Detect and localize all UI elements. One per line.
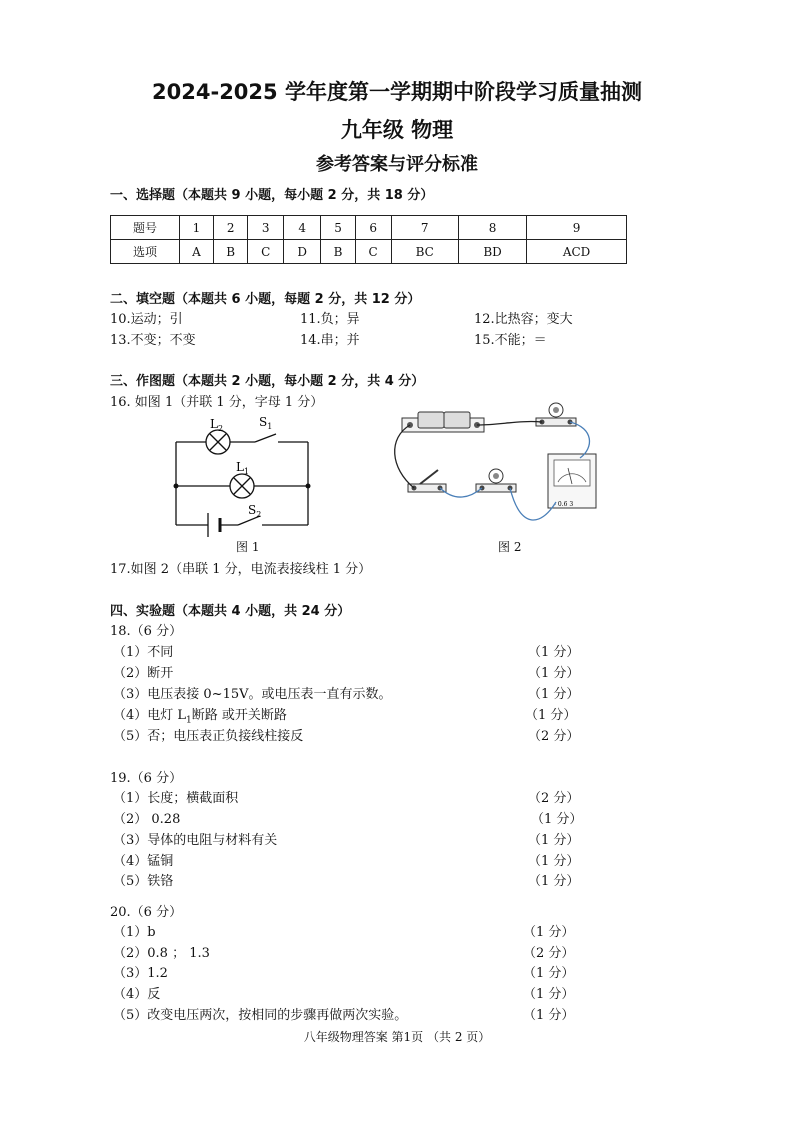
q20-score-4: （1 分） — [523, 987, 575, 1002]
q19-score-5: （1 分） — [528, 874, 580, 889]
page-footer: 八年级物理答案 第1页 （共 2 页） — [303, 1030, 491, 1044]
q18-item-5: （5）否；电压表正负接线柱接反 — [113, 729, 304, 744]
q19-item-2: （2） 0.28 — [113, 812, 181, 827]
figure2-caption: 图 2 — [498, 540, 522, 554]
battery-holder-icon — [402, 412, 484, 432]
q20-title: 20.（6 分） — [110, 905, 183, 920]
label-s1: $S_1$ — [259, 415, 273, 431]
table-cell: 5 — [321, 216, 355, 240]
table-cell: B — [321, 240, 355, 264]
answer-q13: 13.不变；不变 — [110, 333, 196, 348]
table-row-answers — [111, 240, 627, 264]
q19-item-4: （4）锰铜 — [113, 854, 174, 869]
q18-item-3: （3）电压表接 0~15V。或电压表一直有示数。 — [113, 687, 392, 702]
figure1-caption: 图 1 — [236, 540, 260, 554]
q18-score-4: （1 分） — [525, 708, 577, 723]
q20-item-3: （3）1.2 — [113, 966, 168, 981]
q18-score-5: （2 分） — [528, 729, 580, 744]
table-cell: BC — [391, 240, 458, 264]
document-title: 参考答案与评分标准 — [316, 154, 478, 175]
table-cell: 2 — [213, 216, 247, 240]
q18-title: 18.（6 分） — [110, 624, 183, 639]
table-cell: 4 — [284, 216, 321, 240]
circuit-diagram-figure1 — [160, 408, 330, 543]
table-cell: B — [213, 240, 247, 264]
q20-score-1: （1 分） — [523, 925, 575, 940]
wiring-diagram-figure2 — [380, 398, 605, 528]
answer-q16: 16. 如图 1（并联 1 分，字母 1 分） — [110, 395, 324, 410]
ammeter-ticks-label: - 0.6 3 — [554, 501, 574, 508]
q20-item-4: （4）反 — [113, 987, 161, 1002]
q18-score-1: （1 分） — [528, 645, 580, 660]
table-cell: 6 — [355, 216, 391, 240]
q18-item-4: （4）电灯 $L_1$断路 或开关断路 — [113, 708, 287, 726]
q18-score-2: （1 分） — [528, 666, 580, 681]
table-cell: 7 — [391, 216, 458, 240]
table-cell: C — [248, 240, 284, 264]
table-cell: 9 — [527, 216, 627, 240]
answer-q11: 11.负；异 — [300, 312, 360, 327]
lamp-l2-icon — [206, 430, 230, 454]
table-row-numbers — [111, 216, 627, 240]
section1-heading: 一、选择题（本题共 9 小题，每小题 2 分，共 18 分） — [110, 188, 434, 203]
q18-item-1: （1）不同 — [113, 645, 174, 660]
table-cell: 1 — [180, 216, 214, 240]
label-l2: $L_2$ — [210, 417, 224, 433]
answer-q15: 15.不能；＝ — [474, 333, 547, 348]
ammeter-icon — [548, 454, 596, 508]
q19-score-1: （2 分） — [528, 791, 580, 806]
page-subtitle: 九年级 物理 — [340, 118, 454, 142]
q19-item-5: （5）铁铬 — [113, 874, 174, 889]
label-s2: $S_2$ — [248, 503, 262, 519]
q19-score-4: （1 分） — [528, 854, 580, 869]
page-title: 2024-2025 学年度第一学期期中阶段学习质量抽测 — [152, 80, 642, 104]
section3-heading: 三、作图题（本题共 2 小题，每小题 2 分，共 4 分） — [110, 374, 425, 389]
section4-heading: 四、实验题（本题共 4 小题，共 24 分） — [110, 604, 351, 619]
q20-item-1: （1）b — [113, 925, 156, 940]
q19-title: 19.（6 分） — [110, 771, 183, 786]
table-cell: 8 — [458, 216, 526, 240]
answer-q14: 14.串；并 — [300, 333, 360, 348]
table-header-cell: 选项 — [111, 240, 180, 264]
q20-score-2: （2 分） — [523, 946, 575, 961]
battery-icon — [208, 513, 220, 537]
q20-item-5: （5）改变电压两次，按相同的步骤再做两次实验。 — [113, 1008, 408, 1023]
table-header-cell: 题号 — [111, 216, 180, 240]
q19-score-3: （1 分） — [528, 833, 580, 848]
table-cell: C — [355, 240, 391, 264]
answer-q17: 17.如图 2（串联 1 分，电流表接线柱 1 分） — [110, 562, 372, 577]
q20-item-2: （2）0.8 ； 1.3 — [113, 946, 210, 961]
q19-item-1: （1）长度；横截面积 — [113, 791, 239, 806]
answer-table — [110, 215, 627, 264]
table-cell: A — [180, 240, 214, 264]
section2-heading: 二、填空题（本题共 6 小题，每题 2 分，共 12 分） — [110, 292, 421, 307]
q20-score-3: （1 分） — [523, 966, 575, 981]
label-l1: $L_1$ — [236, 460, 250, 476]
table-cell: 3 — [248, 216, 284, 240]
q18-score-3: （1 分） — [528, 687, 580, 702]
table-cell: BD — [458, 240, 526, 264]
q19-item-3: （3）导体的电阻与材料有关 — [113, 833, 278, 848]
q19-score-2: （1 分） — [531, 812, 583, 827]
q18-item-2: （2）断开 — [113, 666, 174, 681]
answer-q12: 12.比热容；变大 — [474, 312, 573, 327]
lamp-l1-icon — [230, 474, 254, 498]
table-cell: D — [284, 240, 321, 264]
answer-q10: 10.运动；引 — [110, 312, 183, 327]
table-cell: ACD — [527, 240, 627, 264]
q20-score-5: （1 分） — [523, 1008, 575, 1023]
